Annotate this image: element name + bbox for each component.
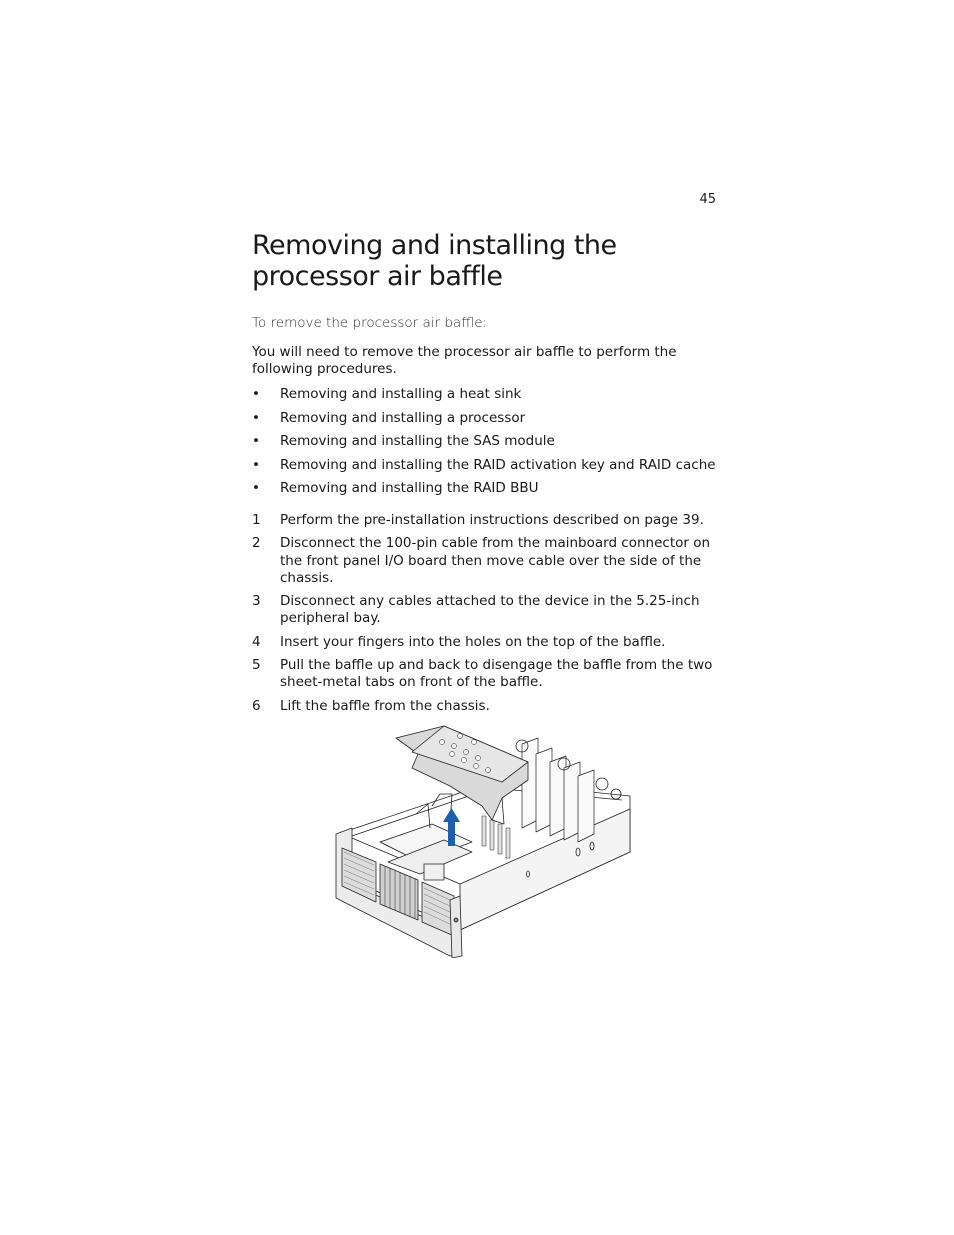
step-number: 5 [252, 657, 261, 674]
page-number: 45 [699, 192, 716, 207]
list-item: • Removing and installing the RAID BBU [252, 480, 539, 496]
step-item [252, 535, 722, 587]
step-number: 2 [252, 535, 261, 552]
bullet-icon: • [252, 456, 260, 473]
list-item: • Removing and installing the RAID activation key and RAID cache [252, 456, 716, 473]
rack-handle [450, 896, 462, 958]
step-text: Pull the baffle up and back to disengage the baffle from the two sheet-metal tabs on front of the baffle. [280, 657, 713, 691]
step-list [252, 512, 722, 721]
step-text: Disconnect any cables attached to the device in the 5.25-inch peripheral bay. [280, 593, 700, 627]
step-number: 4 [252, 633, 261, 650]
procedure-list [252, 386, 722, 504]
bullet-icon: • [252, 386, 260, 402]
list-item: • Removing and installing a heat sink [252, 386, 522, 402]
step-number: 1 [252, 512, 261, 528]
step-text: Perform the pre-installation instructions described on page 39. [280, 512, 704, 528]
step-item [252, 512, 722, 529]
list-item: • Removing and installing a processor [252, 409, 526, 426]
server-chassis-illustration [332, 724, 634, 958]
step-item [252, 657, 722, 692]
step-number: 3 [252, 593, 261, 610]
bullet-icon: • [252, 409, 260, 426]
list-item: • Removing and installing the SAS module [252, 433, 555, 449]
step-text: Insert your fingers into the holes on the top of the baffle. [280, 633, 666, 650]
step-text: Lift the baffle from the chassis. [280, 697, 490, 714]
procedure-intro: To remove the processor air baffle: [252, 315, 488, 331]
page-title: Removing and installing the processor air baffle [252, 230, 617, 292]
step-item [252, 593, 722, 628]
procedure-paragraph: You will need to remove the processor air baffle to perform the following procedures. [252, 344, 677, 377]
step-item [252, 634, 722, 651]
step-text: Disconnect the 100-pin cable from the mainboard connector on the front panel I/O board then move cable over the side of the chassis. [280, 535, 711, 586]
step-item [252, 698, 722, 715]
air-baffle-removal-illustration [332, 724, 634, 958]
bullet-icon: • [252, 480, 260, 496]
step-number: 6 [252, 697, 261, 714]
bullet-icon: • [252, 433, 260, 449]
